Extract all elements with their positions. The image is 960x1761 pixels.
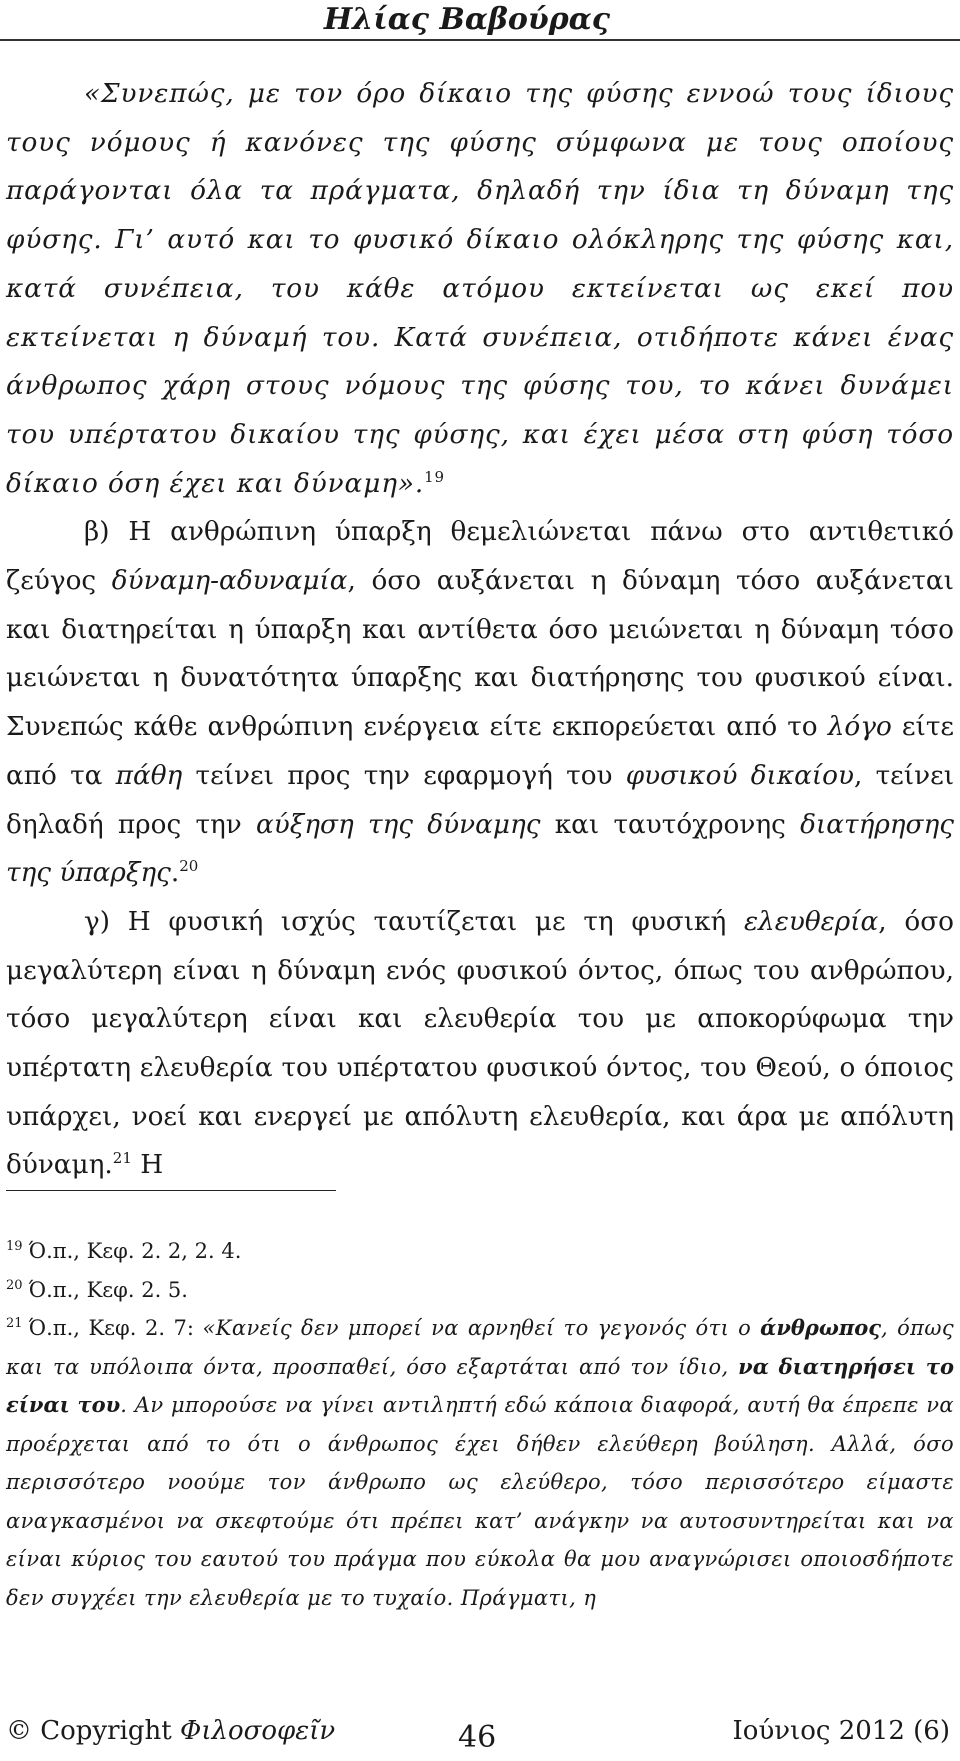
issue-date: Ιούνιος 2012 (6)	[732, 1716, 950, 1746]
footnote-text: . Αν μπορούσε να γίνει αντιληπτή εδώ κάποια διαφορά, αυτή θα έπρεπε να προέρχεται από το ότι ο άνθρωπος έχει δήθεν ελεύθερη βούληση. Αλλά, όσο περισσότερο νοούμε τον άνθρωπο ως ελεύθερο, τόσο περισσότερο είμαστε αναγκασμένοι να σκεφτούμε ότι πρέπει κατ’ ανάγκην να αυτοσυντηρείται και να είναι κύριος του εαυτού του πράγμα που εύκολα θα μου αναγνώρισει οποιοσδήποτε δεν συγχέει την ελευθερία με το τυχαίο. Πράγματι, η	[6, 1393, 955, 1610]
emphasis-span: λόγο	[827, 712, 892, 743]
footnote-text: Ό.π., Κεφ. 2. 5.	[28, 1277, 188, 1302]
emphasis-span: ελευθερία	[743, 906, 879, 937]
emphasis-span: πάθη	[115, 760, 183, 791]
footnote-label: Ό.π., Κεφ. 2. 7:	[28, 1316, 203, 1340]
footnote-number: 21	[6, 1316, 23, 1331]
quote-paragraph	[6, 70, 954, 508]
running-header	[0, 0, 960, 40]
copyright-notice	[6, 1716, 335, 1746]
footnote-ref-21[interactable]: 21	[112, 1149, 132, 1168]
footnote-ref-20[interactable]: 20	[179, 857, 199, 876]
paragraph-c	[6, 898, 954, 1190]
text-span: .	[170, 858, 180, 889]
emphasis-span: φυσικού δικαίου	[625, 760, 855, 791]
main-text	[6, 70, 954, 1190]
text-span: και ταυτόχρονης	[540, 809, 801, 840]
footnote-bold: να διατηρήσει το είναι του	[6, 1353, 954, 1417]
emphasis-span: διατήρησης της ύπαρξης	[6, 809, 954, 889]
footnote-text: , όπως και τα υπόλοιπα όντα, προσπαθεί, όσο εξαρτάται από τον ίδιο,	[6, 1316, 954, 1379]
footnote-bold: άνθρωπος	[760, 1315, 882, 1340]
emphasis-span: αύξηση της δύναμης	[256, 809, 541, 840]
page-number: 46	[458, 1720, 497, 1755]
text-span: , τείνει δηλαδή προς την	[6, 760, 955, 840]
emphasis-span: δύναμη-αδυναμία	[111, 566, 348, 597]
author-name: Ηλίας Βαβούρας	[323, 2, 610, 37]
footnote-rule	[6, 1190, 336, 1191]
header-rule	[0, 39, 960, 41]
text-span: γ) Η φυσική ισχύς ταυτίζεται με τη φυσική	[84, 906, 744, 937]
text-span: , όσο μεγαλύτερη είναι η δύναμη ενός φυσικού όντος, όπως του ανθρώπου, τόσο μεγαλύτερη είναι και ελευθερία του με αποκορύφωμα την υπέρτατη ελευθερία του υπέρτατου φυσικού όντος, του Θεού, ο όποιος υπάρχει, νοεί και ενεργεί με απόλυτη ελευθερία, και άρα με απόλυτη δύναμη.	[6, 906, 954, 1181]
footnotes	[6, 1232, 954, 1617]
footnote-text: «Κανείς δεν μπορεί να αρνηθεί το γεγονός ότι ο	[202, 1316, 761, 1340]
footnote-21	[6, 1309, 954, 1617]
journal-brand: Φιλοσοφεῖν	[180, 1716, 336, 1746]
footnote-number: 19	[6, 1239, 23, 1254]
text-span: Η	[131, 1150, 164, 1181]
page-footer	[0, 1706, 960, 1756]
quote-text: «Συνεπώς, με τον όρο δίκαιο της φύσης εννοώ τους ίδιους τους νόμους ή κανόνες της φύσης σύμφωνα με τους οποίους παράγονται όλα τα πράγματα, δηλαδή την ίδια τη δύναμη της φύσης. Γι’ αυτό και το φυσικό δίκαιο ολόκληρης της φύσης και, κατά συνέπεια, του κάθε ατόμου εκτείνεται ως εκεί που εκτείνεται η δύναμή του. Κατά συνέπεια, οτιδήποτε κάνει ένας άνθρωπος χάρη στους νόμους της φύσης του, το κάνει δυνάμει του υπέρτατου δικαίου της φύσης, και έχει μέσα στη φύση τόσο δίκαιο όση έχει και δύναμη».	[6, 79, 954, 499]
text-span: είτε από τα	[6, 712, 954, 791]
text-span: β) Η ανθρώπινη ύπαρξη θεμελιώνεται πάνω στο αντιθετικό ζεύγος	[6, 517, 954, 597]
footnote-number: 20	[6, 1277, 23, 1293]
footnote-20	[6, 1271, 954, 1310]
copyright-text: © Copyright	[6, 1716, 172, 1746]
footnote-19	[6, 1232, 954, 1271]
text-span: τείνει προς την εφαρμογή του	[182, 760, 626, 791]
paragraph-b	[6, 508, 954, 898]
footnote-ref-19[interactable]: 19	[424, 467, 445, 486]
footnote-text: Ό.π., Κεφ. 2. 2, 2. 4.	[28, 1239, 242, 1263]
text-span: , όσο αυξάνεται η δύναμη τόσο αυξάνεται και διατηρείται η ύπαρξη και αντίθετα όσο μειώνεται η δύναμη τόσο μειώνεται η δυνατότητα ύπαρξης και διατήρησης του φυσικού είναι. Συνεπώς κάθε ανθρώπινη ενέργεια είτε εκπορεύεται από το	[6, 566, 954, 743]
